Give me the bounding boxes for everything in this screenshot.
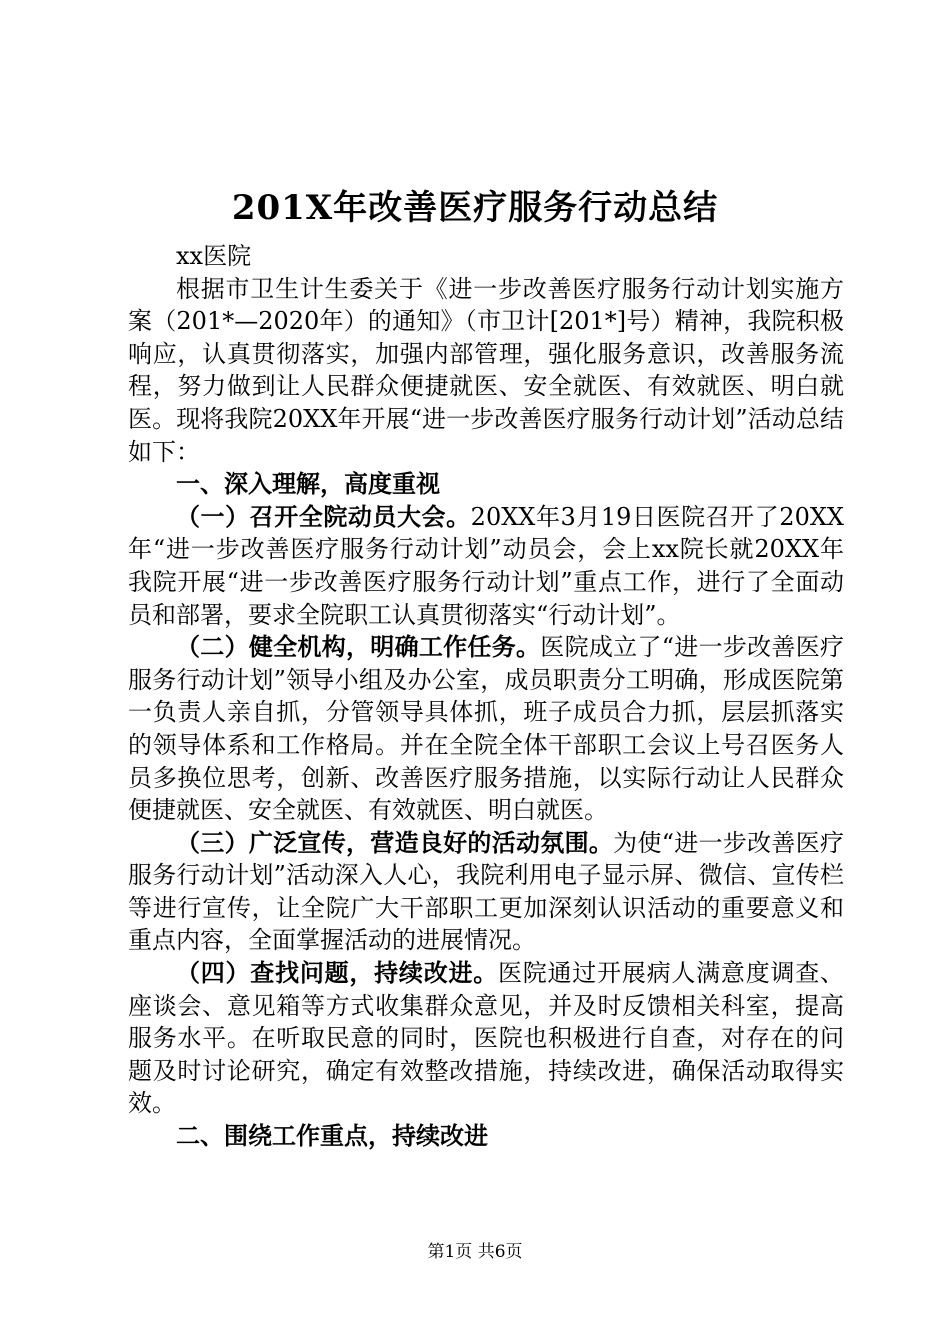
intro-paragraph: 根据市卫生计生委关于《进一步改善医疗服务行动计划实施方案（201*—2020年）的通知》（市卫计[201*]号）精神，我院积极响应，认真贯彻落实，加强内部管理，强化服务意识，改善服务流程，努力做到让人民群众便捷就医、安全就医、有效就医、明白就医。现将我院20XX年开展“进一步改善医疗服务行动计划”活动总结如下： <box>128 274 844 466</box>
organization-name: xx医院 <box>176 242 252 270</box>
document-body <box>128 240 844 1153</box>
paragraph-2 <box>128 631 844 827</box>
section-2-heading: 二、围绕工作重点，持续改进 <box>176 1121 488 1151</box>
paragraph-3-lead: （三）广泛宣传，营造良好的活动氛围。 <box>176 827 614 857</box>
paragraph-2-text: 医院成立了“进一步改善医疗服务行动计划”领导小组及办公室，成员职责分工明确，形成医院第一负责人亲自抓，分管领导具体抓，班子成员合力抓，层层抓落实的领导体系和工作格局。并在全院全体干部职工会议上号召医务人员多换位思考，创新、改善医疗服务措施，以实际行动让人民群众便捷就医、安全就医、有效就医、明白就医。 <box>128 633 844 825</box>
page-footer: 第1页 共6页 <box>427 1242 523 1262</box>
paragraph-4-text: 医院通过开展病人满意度调查、座谈会、意见箱等方式收集群众意见，并及时反馈相关科室，提高服务水平。在听取民意的同时，医院也积极进行自查，对存在的问题及时讨论研究，确定有效整改措施，持续改进，确保活动取得实效。 <box>128 959 844 1118</box>
paragraph-3-text: 为使“进一步改善医疗服务行动计划”活动深入人心，我院利用电子显示屏、微信、宣传栏等进行宣传，让全院广大干部职工更加深刻认识活动的重要意义和重点内容，全面掌握活动的进展情况。 <box>128 828 844 955</box>
document-title: 201X年改善医疗服务行动总结 <box>231 188 719 228</box>
paragraph-3 <box>128 827 844 957</box>
paragraph-1 <box>128 501 844 631</box>
paragraph-1-lead: （一）召开全院动员大会。 <box>176 501 471 531</box>
paragraph-4-lead: （四）查找问题，持续改进。 <box>176 958 498 988</box>
paragraph-1-text: 20XX年3月19日医院召开了20XX年“进一步改善医疗服务行动计划”动员会，会上xx院长就20XX年我院开展“进一步改善医疗服务行动计划”重点工作，进行了全面动员和部署，要求全院职工认真贯彻落实“行动计划”。 <box>128 502 845 629</box>
paragraph-4 <box>128 957 844 1120</box>
section-1-heading: 一、深入理解，高度重视 <box>176 469 440 499</box>
paragraph-2-lead: （二）健全机构，明确工作任务。 <box>176 632 541 662</box>
